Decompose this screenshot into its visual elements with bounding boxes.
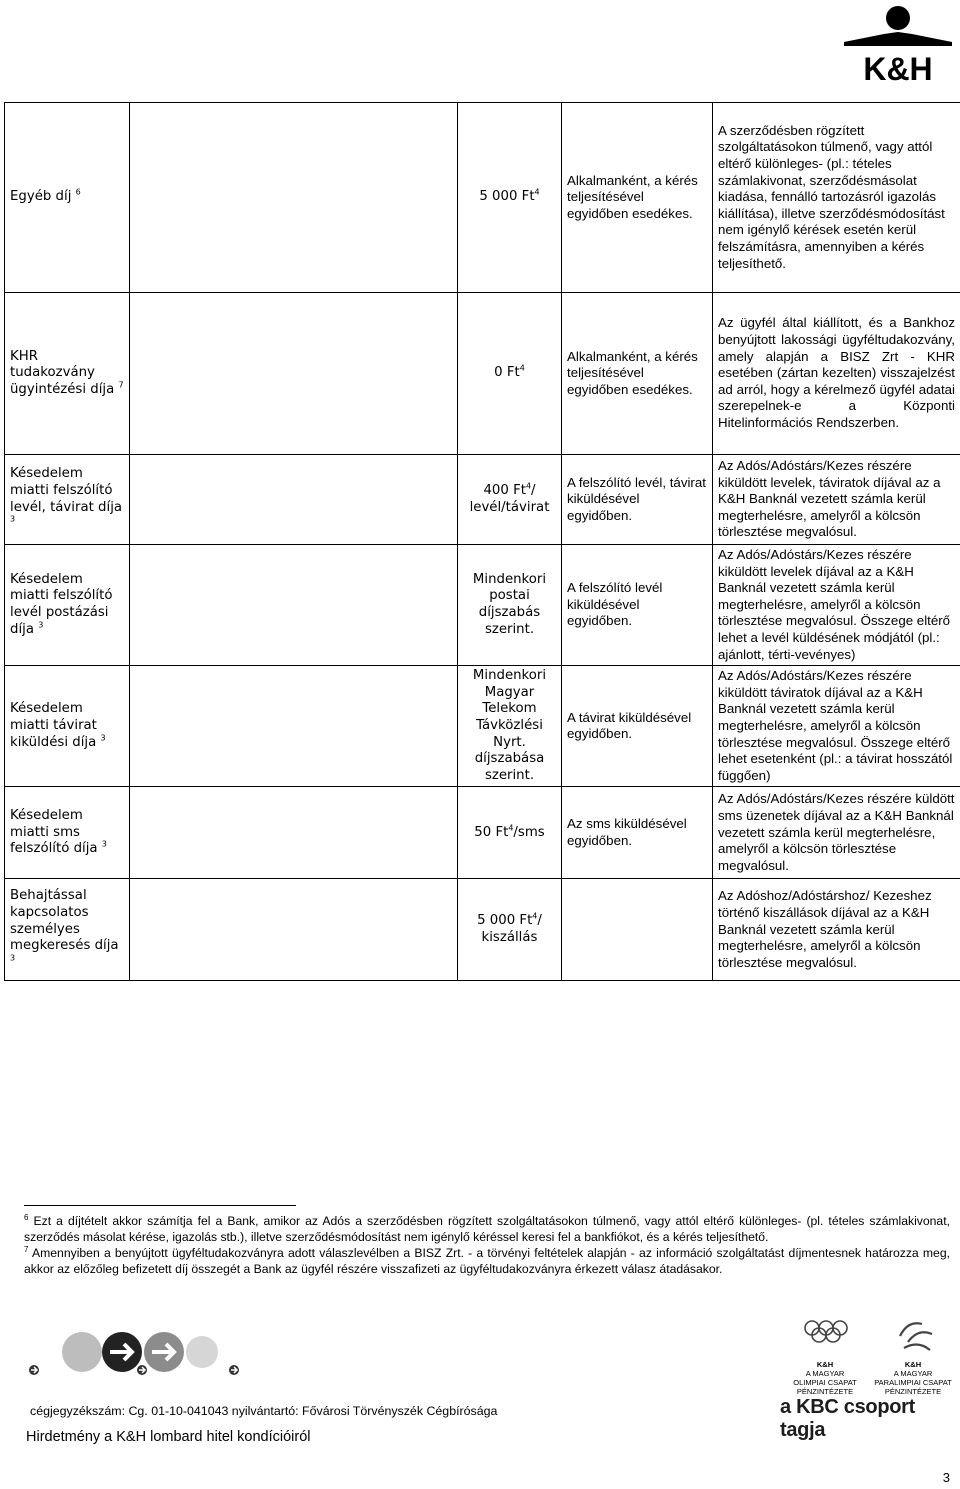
fee-due-cell: A távirat kiküldésével egyidőben. (562, 666, 713, 787)
fee-due-cell: Az sms kiküldésével egyidőben. (562, 787, 713, 879)
fee-description-cell: Az Adóshoz/Adóstárshoz/ Kezeshez történő kiszállások díjával az a K&H Banknál vezetett számla kerül megterhelésre, amelyről a kölcsön törlesztése megvalósul. (713, 879, 960, 981)
kh-logo (844, 2, 952, 86)
empty-cell (130, 455, 458, 545)
empty-cell (130, 879, 458, 981)
fee-description-cell: Az Adós/Adóstárs/Kezes részére kiküldött táviratok díjával az a K&H Banknál vezetett számla kerül megterhelésre, amelyről a kölcsön törlesztése megvalósul. Összege eltérő lehet esetenként (pl.: a távirat hosszától függően) (713, 666, 960, 787)
empty-cell (130, 103, 458, 293)
fee-amount-cell: 0 Ft$^4$ (458, 293, 562, 455)
fee-row (5, 666, 960, 787)
footnote-6: $^6$ Ezt a díjtételt akkor számítja fel a Bank, amikor az Adós a szerződésben rögzített szolgáltatásokon túlmenő, vagy attól eltérő különleges- (pl. tételes számlakivonat, szerződés másolat kérése, igazolás stb.), illetve szerződésmódosítást nem igénylő kéréssel keresi fel a bankfiókot, és a kérés teljesíthető. (24, 1212, 950, 1244)
olympic-sponsor-block (782, 1314, 958, 1394)
fee-row (5, 787, 960, 879)
fee-row (5, 103, 960, 293)
fee-due-cell: Alkalmanként, a kérés teljesítésével egyidőben esedékes. (562, 103, 713, 293)
fee-amount-cell: Mindenkori postai díjszabás szerint. (458, 545, 562, 666)
footnote-divider (24, 1205, 296, 1206)
fee-amount-cell: 5 000 Ft$^4$ (458, 103, 562, 293)
empty-cell (130, 666, 458, 787)
registration-text: cégjegyzékszám: Cg. 01-10-041043 nyilvántartó: Fővárosi Törvényszék Cégbírósága (30, 1404, 498, 1418)
empty-cell (130, 293, 458, 455)
fee-due-cell: A felszólító levél, távirat kiküldésével egyidőben. (562, 455, 713, 545)
fee-description-cell: Az Adós/Adóstárs/Kezes részére kiküldött levelek díjával az a K&H Banknál vezetett számla kerül megterhelésre, amelyről a kölcsön törlesztése megvalósul. Összege eltérő lehet a levél küldésének módjától (pl.: ajánlott, térti-vevényes) (713, 545, 960, 666)
fee-name-cell: Késedelem miatti felszólító levél postázási díja $^3$ (5, 545, 130, 666)
fee-description-cell: A szerződésben rögzített szolgáltatásokon túlmenő, vagy attól eltérő különleges- (pl.: tételes számlakivonat, szerződésmásolat kiadása, fennálló tartozásról igazolás kiállítása), illetve szerződésmódosítást nem igénylő kérések esetén kerül felszámításra, amennyiben a kérés teljesíthető. (713, 103, 960, 293)
fee-row (5, 455, 960, 545)
paralympic-sponsor-text: K&H A MAGYAR PARALIMPIAI CSAPAT PÉNZINTÉZETE (874, 1360, 952, 1396)
kbc-group-text: a KBC csoport tagja (780, 1396, 916, 1441)
fee-description-cell: Az Adós/Adóstárs/Kezes részére küldött sms üzenetek díjával az a K&H Banknál vezetett számla kerül megterhelésre, amelyről a kölcsön törlesztése megvalósul. (713, 787, 960, 879)
fee-description-cell: Az Adós/Adóstárs/Kezes részére kiküldött levelek, táviratok díjával az a K&H Banknál vezetett számla kerül megterhelésre, amelyről a kölcsön törlesztése megvalósul. (713, 455, 960, 545)
fee-amount-cell: Mindenkori Magyar Telekom Távközlési Nyrt. díjszabása szerint. (458, 666, 562, 787)
fee-table (4, 102, 960, 981)
fee-name-cell: Késedelem miatti sms felszólító díja $^3$ (5, 787, 130, 879)
fee-name-cell: Késedelem miatti távirat kiküldési díja $^3$ (5, 666, 130, 787)
fee-amount-cell: 50 Ft$^4$/sms (458, 787, 562, 879)
olympic-rings-icon (782, 1314, 958, 1358)
footnote-7: $^7$ Amennyiben a benyújtott ügyféltudakozványra adott válaszlevélben a BISZ Zrt. - a törvényi feltételek alapján - az információ szolgáltatást díjmentesnek határozza meg, akkor az előzőleg befizetett díj összegét a Bank az ügyfél részére visszafizeti az ügyféltudakozványra érkezett válasz átadásakor. (24, 1244, 950, 1276)
fee-row (5, 879, 960, 981)
fee-due-cell: Alkalmanként, a kérés teljesítésével egyidőben esedékes. (562, 293, 713, 455)
fee-name-cell: KHR tudakozvány ügyintézési díja $^7$ (5, 293, 130, 455)
empty-cell (130, 787, 458, 879)
fee-due-cell: A felszólító levél kiküldésével egyidőben. (562, 545, 713, 666)
fee-due-cell (562, 879, 713, 981)
logo-text: K&H (863, 51, 933, 86)
fee-row (5, 293, 960, 455)
fee-amount-cell: 5 000 Ft$^4$/ kiszállás (458, 879, 562, 981)
fee-name-cell: Késedelem miatti felszólító levél, távirat díja $^3$ (5, 455, 130, 545)
fee-name-cell: Behajtással kapcsolatos személyes megkeresés díja $^3$ (5, 879, 130, 981)
fee-row (5, 545, 960, 666)
fee-amount-cell: 400 Ft$^4$/ levél/távirat (458, 455, 562, 545)
footnotes (24, 1213, 950, 1277)
olympic-sponsor-text: K&H A MAGYAR OLIMPIAI CSAPAT PÉNZINTÉZETE (793, 1360, 857, 1396)
empty-cell (130, 545, 458, 666)
paralympic-agitos-icon (900, 1323, 932, 1350)
document-title: Hirdetmény a K&H lombard hitel kondícióiról (26, 1429, 311, 1445)
fee-name-cell: Egyéb díj $^6$ (5, 103, 130, 293)
arrow-circles-decoration (24, 1330, 244, 1382)
fee-description-cell: Az ügyfél által kiállított, és a Bankhoz benyújtott lakossági ügyféltudakozvány, amely alapján a BISZ Zrt - KHR esetében (zártan kezelten) visszajelzést ad arról, hogy a kérelmező ügyfél adatai szerepelnek-e a Központi Hitelinformációs Rendszerben. (713, 293, 960, 455)
page-number: 3 (942, 1470, 950, 1485)
